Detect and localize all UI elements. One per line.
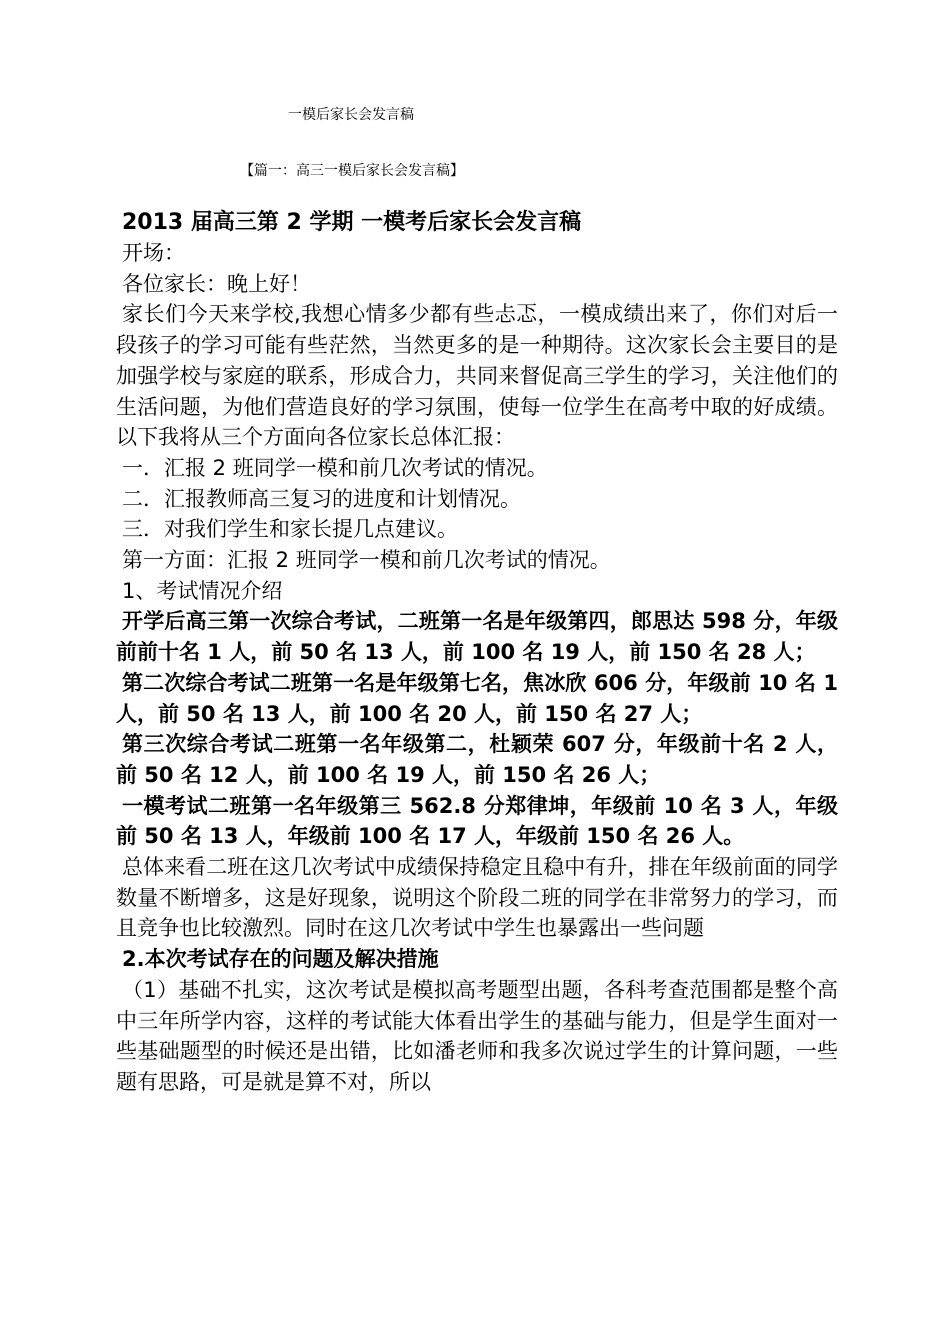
paragraph-outline-2: 二．汇报教师高三复习的进度和计划情况。: [122, 486, 521, 511]
paragraph-subheading-1: 1、考试情况介绍: [122, 578, 283, 603]
paragraph-greeting: 各位家长：晚上好！: [122, 271, 311, 296]
paragraph-exam-3: 第三次综合考试二班第一名年级第二，杜颖荣 607 分，年级前十名 2 人，前 50 名 12 人，前 100 名 19 人，前 150 名 26 人；: [116, 732, 838, 787]
paragraph-exam-1: 开学后高三第一次综合考试，二班第一名是年级第四，郎思达 598 分，年级前前十名 1 人，前 50 名 13 人，前 100 名 19 人，前 150 名 28 人；: [116, 609, 838, 665]
paragraph-intro: 家长们今天来学校,我想心情多少都有些忐忑，一模成绩出来了，你们对后一段孩子的学习可能有些茫然，当然更多的是一种期待。这次家长会主要目的是加强学校与家庭的联系，形成合力，共同来督促高三学生的学习，关注他们的生活问题，为他们营造良好的学习氛围，使每一位学生在高考中取的好成绩。 以下我将从三个方面向各位家长总体汇报：: [116, 302, 838, 450]
paragraph-mock-exam: 一模考试二班第一名年级第三 562.8 分郑律坤，年级前 10 名 3 人，年级前 50 名 13 人，年级前 100 名 17 人，年级前 150 名 26 人。: [116, 793, 838, 849]
document-title: 一模后家长会发言稿: [288, 107, 414, 123]
section-title: 【篇一：高三一模后家长会发言稿】: [240, 163, 464, 179]
paragraph-exam-2: 第二次综合考试二班第一名是年级第七名，焦冰欣 606 分，年级前 10 名 1 人，前 50 名 13 人，前 100 名 20 人，前 150 名 27 人；: [116, 670, 838, 726]
paragraph-outline-3: 三．对我们学生和家长提几点建议。: [122, 517, 458, 542]
article-body: [116, 208, 838, 1098]
article-heading: 2013 届高三第 2 学期 一模考后家长会发言稿: [122, 210, 582, 235]
paragraph-outline-1: 一．汇报 2 班同学一模和前几次考试的情况。: [122, 455, 548, 480]
paragraph-subheading-2: 2.本次考试存在的问题及解决措施: [122, 947, 439, 972]
paragraph-part-one: 第一方面：汇报 2 班同学一模和前几次考试的情况。: [122, 548, 611, 573]
paragraph-summary: 总体来看二班在这几次考试中成绩保持稳定且稳中有升，排在年级前面的同学数量不断增多，这是好现象，说明这个阶段二班的同学在非常努力的学习，而且竞争也比较激烈。同时在这几次考试中学生也暴露出一些问题: [116, 855, 838, 941]
paragraph-problem-1: （1）基础不扎实，这次考试是模拟高考题型出题，各科考查范围都是整个高中三年所学内容，这样的考试能大体看出学生的基础与能力，但是学生面对一些基础题型的时候还是出错，比如潘老师和我多次说过学生的计算问题，一些题有思路，可是就是算不对，所以: [116, 977, 838, 1094]
paragraph-opening: 开场：: [122, 241, 185, 265]
